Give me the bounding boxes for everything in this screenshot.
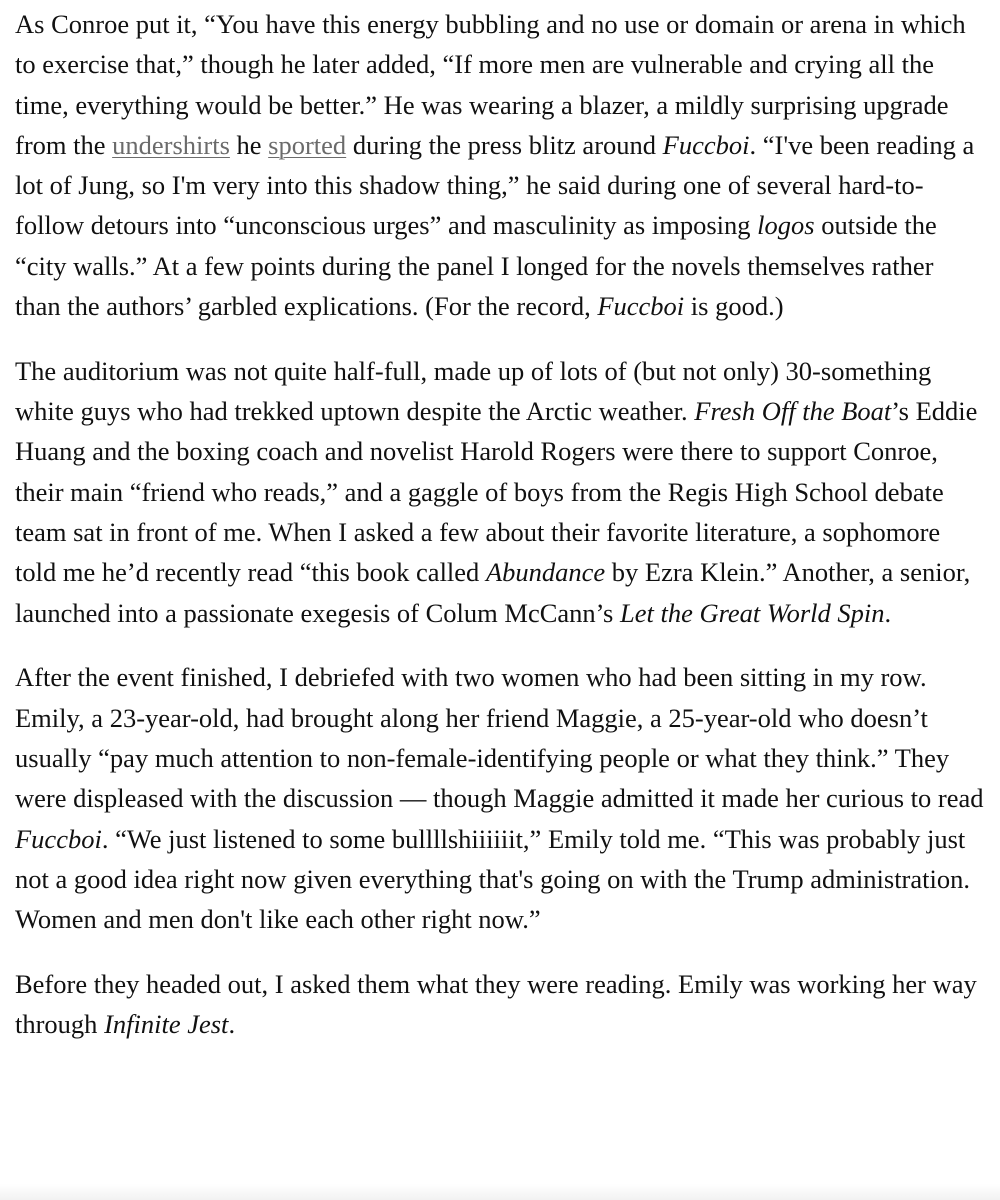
paragraph-conroe-quote: As Conroe put it, “You have this energy bubbling and no use or domain or arena in which to exercise that,” though he later added, “If more men are vulnerable and crying all the time, everything would be better.” He was wearing a blazer, a mildly surprising upgrade from the undershirts he sported during the press blitz around Fuccboi. “I've been reading a lot of Jung, so I'm very into this shadow thing,” he said during one of several hard-to-follow detours into “unconscious urges” and masculinity as imposing logos outside the “city walls.” At a few points during the panel I longed for the novels themselves rather than the authors’ garbled explications. (For the record, Fuccboi is good.) [15, 9, 975, 322]
article-body [15, 4, 985, 1045]
italic-logos: logos [757, 210, 815, 241]
sported-link[interactable]: sported [268, 129, 347, 160]
undershirts-link[interactable]: undershirts [112, 129, 230, 160]
paragraph-auditorium: The auditorium was not quite half-full, made up of lots of (but not only) 30-something white guys who had trekked uptown despite the Arctic weather. Fresh Off the Boat’s Eddie Huang and the boxing coach and novelist Harold Rogers were there to support Conroe, their main “friend who reads,” and a gaggle of boys from the Regis High School debate team sat in front of me. When I asked a few about their favorite literature, a sophomore told me he’d recently read “this book called Abundance by Ezra Klein.” Another, a senior, launched into a passionate exegesis of Colum McCann’s Let the Great World Spin. [15, 355, 978, 628]
show-title-fresh-off-the-boat: Fresh Off the Boat [694, 396, 892, 427]
paragraph-reading: Before they headed out, I asked them what they were reading. Emily was working her way through Infinite Jest. [15, 969, 977, 1040]
book-title-let-the-great-world-spin: Let the Great World Spin [619, 597, 885, 628]
book-title-fuccboi: Fuccboi [662, 129, 750, 160]
book-title-fuccboi: Fuccboi [15, 823, 102, 854]
book-title-abundance: Abundance [485, 557, 606, 588]
book-title-infinite-jest: Infinite Jest [104, 1009, 229, 1040]
paragraph-debrief: After the event finished, I debriefed with two women who had been sitting in my row. Emily, a 23-year-old, had brought along her friend Maggie, a 25-year-old who doesn’t usually “pay much attention to non-female-identifying people or what they think.” They were displeased with the discussion — though Maggie admitted it made her curious to read Fuccboi. “We just listened to some bullllshiiiiiit,” Emily told me. “This was probably just not a good idea right now given everything that's going on with the Trump administration. Women and men don't like each other right now.” [15, 662, 984, 935]
bottom-fade-divider [0, 1184, 1000, 1200]
book-title-fuccboi: Fuccboi [597, 291, 685, 322]
